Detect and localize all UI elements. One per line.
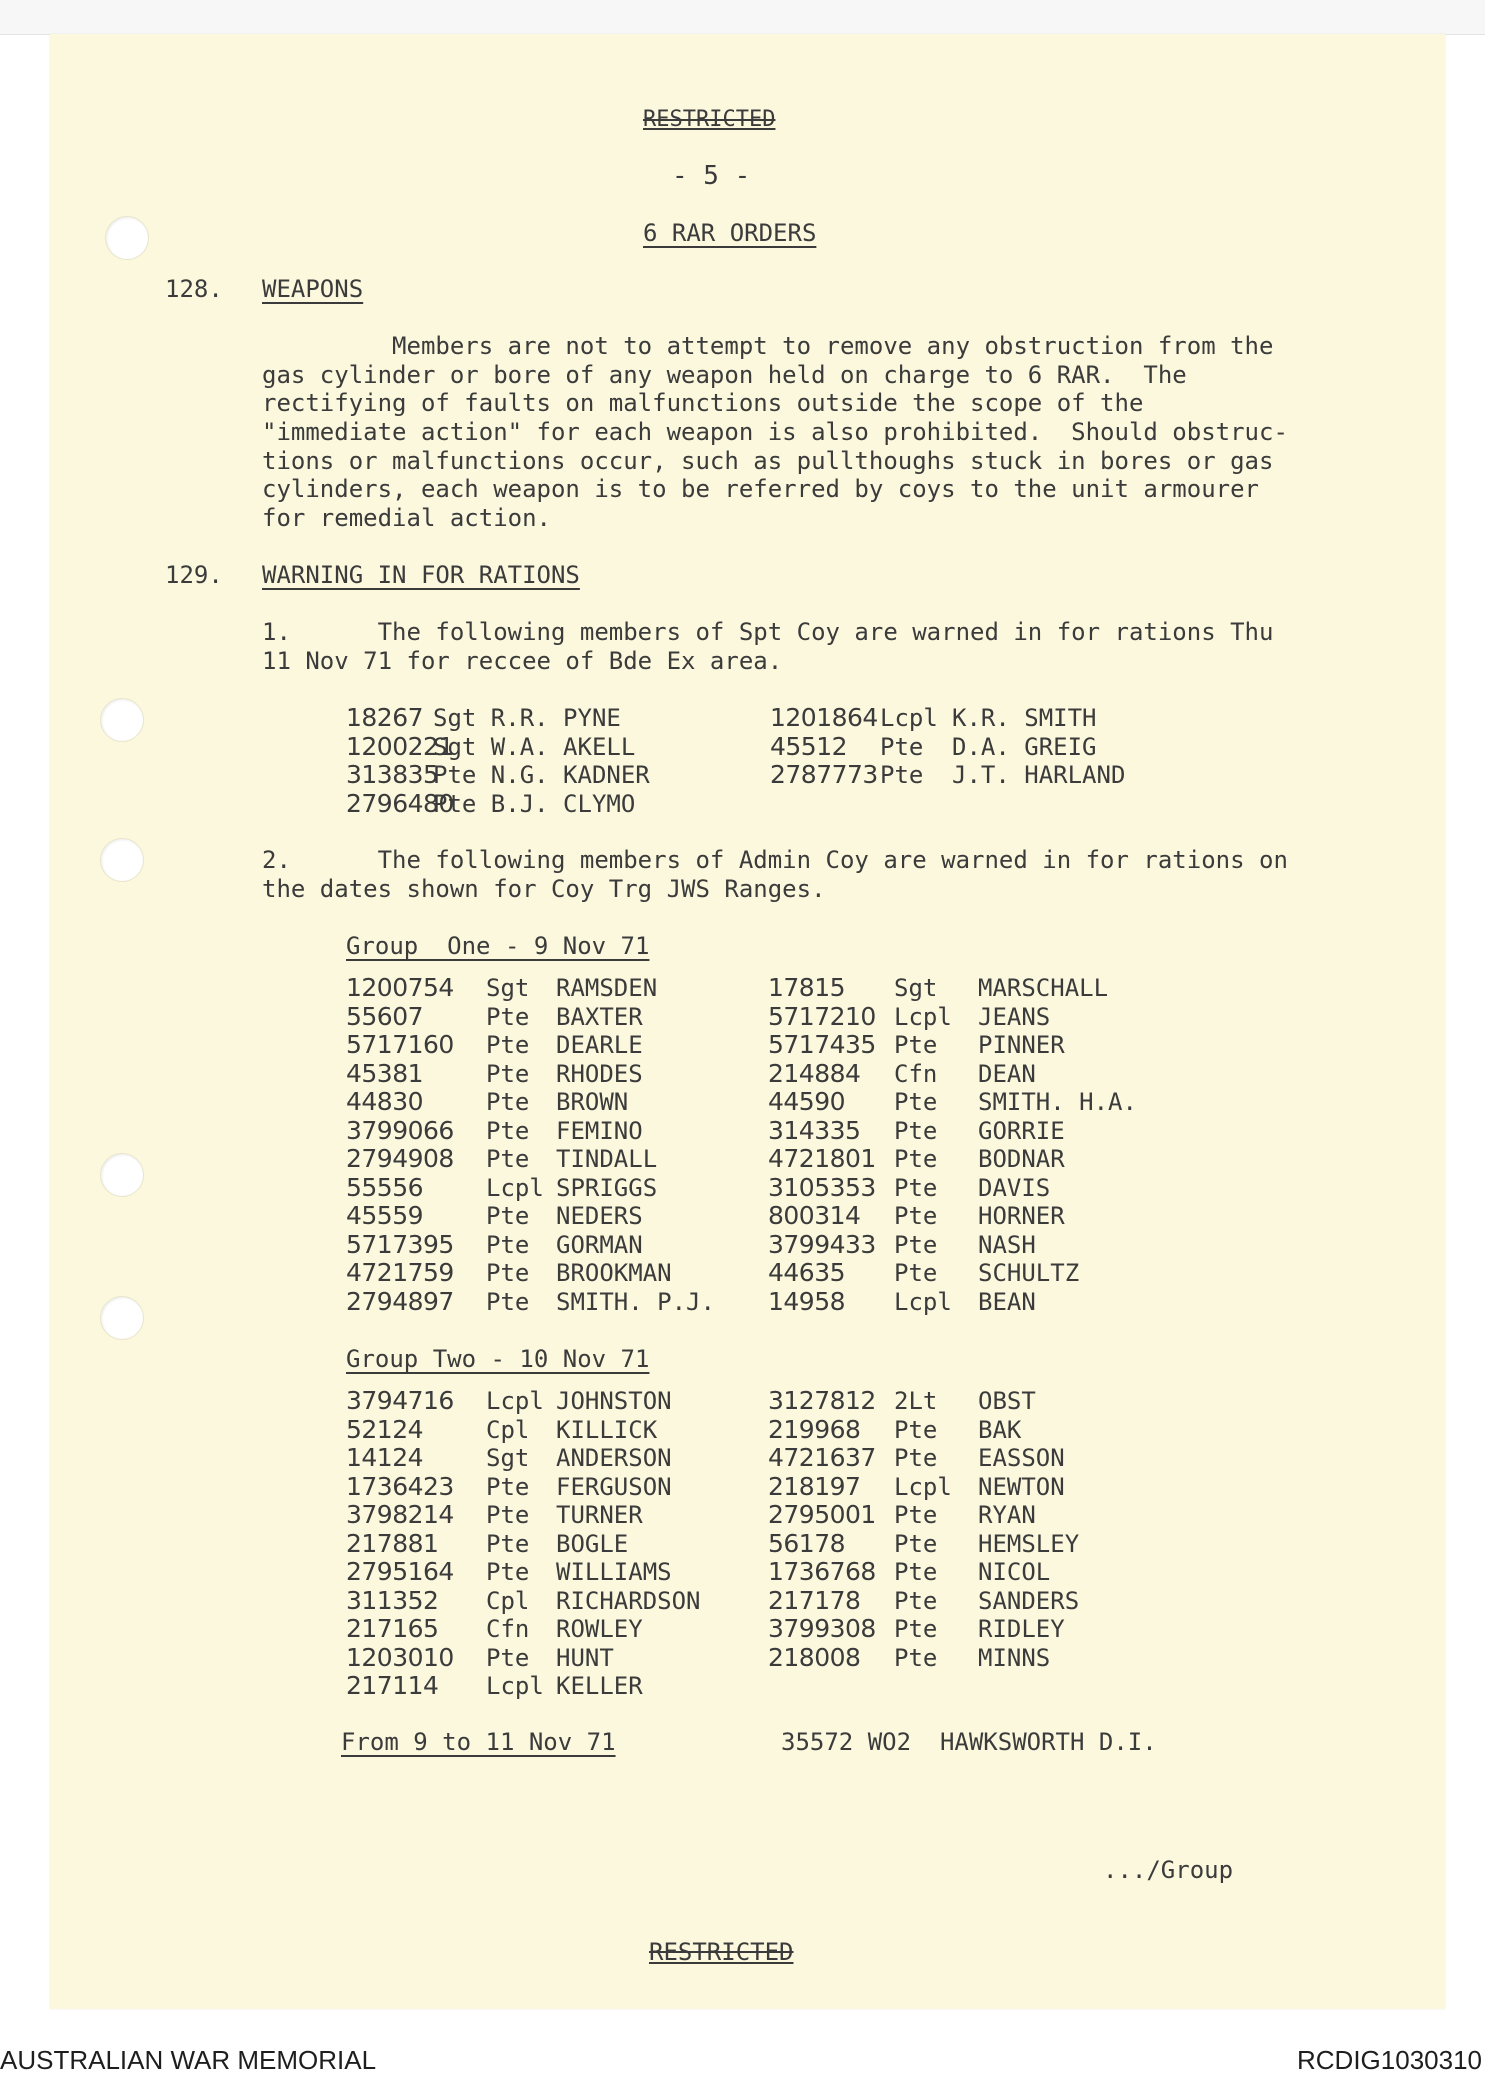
- punch-hole: [100, 838, 144, 882]
- section-heading-rations: WARNING IN FOR RATIONS: [262, 561, 580, 589]
- punch-hole: [100, 1296, 144, 1340]
- body-line: rectifying of faults on malfunctions outside the scope of the: [262, 389, 1144, 417]
- group-two-heading: Group Two - 10 Nov 71: [346, 1345, 650, 1373]
- document-page: RESTRICTED - 5 - 6 RAR ORDERS 128. WEAPONS Members are not to attempt to remove any obstruction from the gas cylinder or bore of any weapon held on charge to 6 RAR. The rectifying of faults on malfunctions outside the scope of the "immediate action" for each weapon is also prohibited. Should obstruc- tions or malfunctions occur, such as pullthoughs stuck in bores or gas cylinders, each weapon is to be referred by coys to the unit armourer for remedial action. 129. WARNING IN FOR RATIONS 1. The following members of Spt Coy are warned in for rations Thu 11 Nov 71 for reccee of Bde Ex area. 18267 Sgt R.R. PYNE 1200221 Sgt W.A. AKELL 313835 Pte N.G. KADNER 2796480 Pte B.J. CLYMO 1201864 Lcpl K.R. SMITH 45512 Pte D.A. GREIG 2787773 Pte J.T. HARLAND 2. The following members of Admin Coy are warned in for rations on the dates shown for Coy Trg JWS Ranges. Group One - 9 Nov 71 1200754 Sgt RAMSDEN 55607 Pte BAXTER 5717160 Pte DEARLE 45381 Pte RHODES 44830 Pte BROWN 3799066 Pte FEMINO 2794908 Pte TINDALL 55556 Lcpl SPRIGGS 45559 Pte NEDERS 5717395 Pte GORMAN 4721759 Pte BROOKMAN 2794897 Pte SMITH. P.J. 17815 Sgt MARSCHALL 5717210 Lcpl JEANS 5717435 Pte PINNER 214884 Cfn DEAN 44590 Pte SMITH. H.A. 314335 Pte GORRIE 4721801 Pte BODNAR 3105353 Pte DAVIS 800314 Pte HORNER 3799433 Pte NASH 44635 Pte SCHULTZ 14958 Lcpl BEAN Group Two - 10 Nov 71 3794716 Lcpl JOHNSTON 52124 Cpl KILLICK 14124 Sgt ANDERSON 1736423 Pte FERGUSON 3798214 Pte TURNER 217881 Pte BOGLE 2795164 Pte WILLIAMS 311352 Cpl RICHARDSON 217165 Cfn ROWLEY 1203010 Pte HUNT 217114 Lcpl KELLER 3127812 2Lt OBST 219968 Pte BAK 4721637 Pte EASSON 218197 Lcpl NEWTON 2795001 Pte RYAN 56178 Pte HEMSLEY 1736768 Pte NICOL 217178 Pte SANDERS 3799308 Pte RIDLEY 218008 Pte MINNS From 9 to 11 Nov 71 35572 WO2 HAWKSWORTH D.I. .../Group RESTRICTED: [50, 34, 1445, 2009]
- section-number-129: 129.: [165, 561, 223, 589]
- from-period-heading: From 9 to 11 Nov 71: [341, 1728, 616, 1756]
- body-line: "immediate action" for each weapon is also prohibited. Should obstruc-: [262, 418, 1288, 446]
- body-line: Members are not to attempt to remove any obstruction from the: [262, 332, 1274, 360]
- paragraph-1-line: 1. The following members of Spt Coy are warned in for rations Thu: [262, 618, 1274, 646]
- paragraph-2-line: 2. The following members of Admin Coy are warned in for rations on: [262, 846, 1288, 874]
- punch-hole: [100, 1153, 144, 1197]
- footer-source: AUSTRALIAN WAR MEMORIAL: [0, 2045, 377, 2075]
- body-line: cylinders, each weapon is to be referred by coys to the unit armourer: [262, 475, 1259, 503]
- section-number-128: 128.: [165, 275, 223, 303]
- footer-reference: RCDIG1030310: [1297, 2045, 1482, 2075]
- body-line: gas cylinder or bore of any weapon held on charge to 6 RAR. The: [262, 361, 1187, 389]
- punch-hole: [105, 216, 149, 260]
- document-title: 6 RAR ORDERS: [643, 219, 817, 247]
- section-heading-weapons: WEAPONS: [262, 275, 364, 303]
- page-number: - 5 -: [672, 161, 751, 191]
- classification-top: RESTRICTED: [643, 107, 776, 132]
- continuation-note: .../Group: [1103, 1856, 1234, 1884]
- punch-hole: [100, 698, 144, 742]
- classification-bottom: RESTRICTED: [649, 1938, 794, 1966]
- scan-top-margin: [0, 0, 1485, 35]
- from-period-entry: 35572 WO2 HAWKSWORTH D.I.: [781, 1728, 1157, 1756]
- group-one-heading: Group One - 9 Nov 71: [346, 932, 650, 960]
- body-line: for remedial action.: [262, 504, 551, 532]
- body-line: tions or malfunctions occur, such as pullthoughs stuck in bores or gas: [262, 447, 1274, 475]
- paragraph-1-line: 11 Nov 71 for reccee of Bde Ex area.: [262, 647, 783, 675]
- paragraph-2-line: the dates shown for Coy Trg JWS Ranges.: [262, 875, 826, 903]
